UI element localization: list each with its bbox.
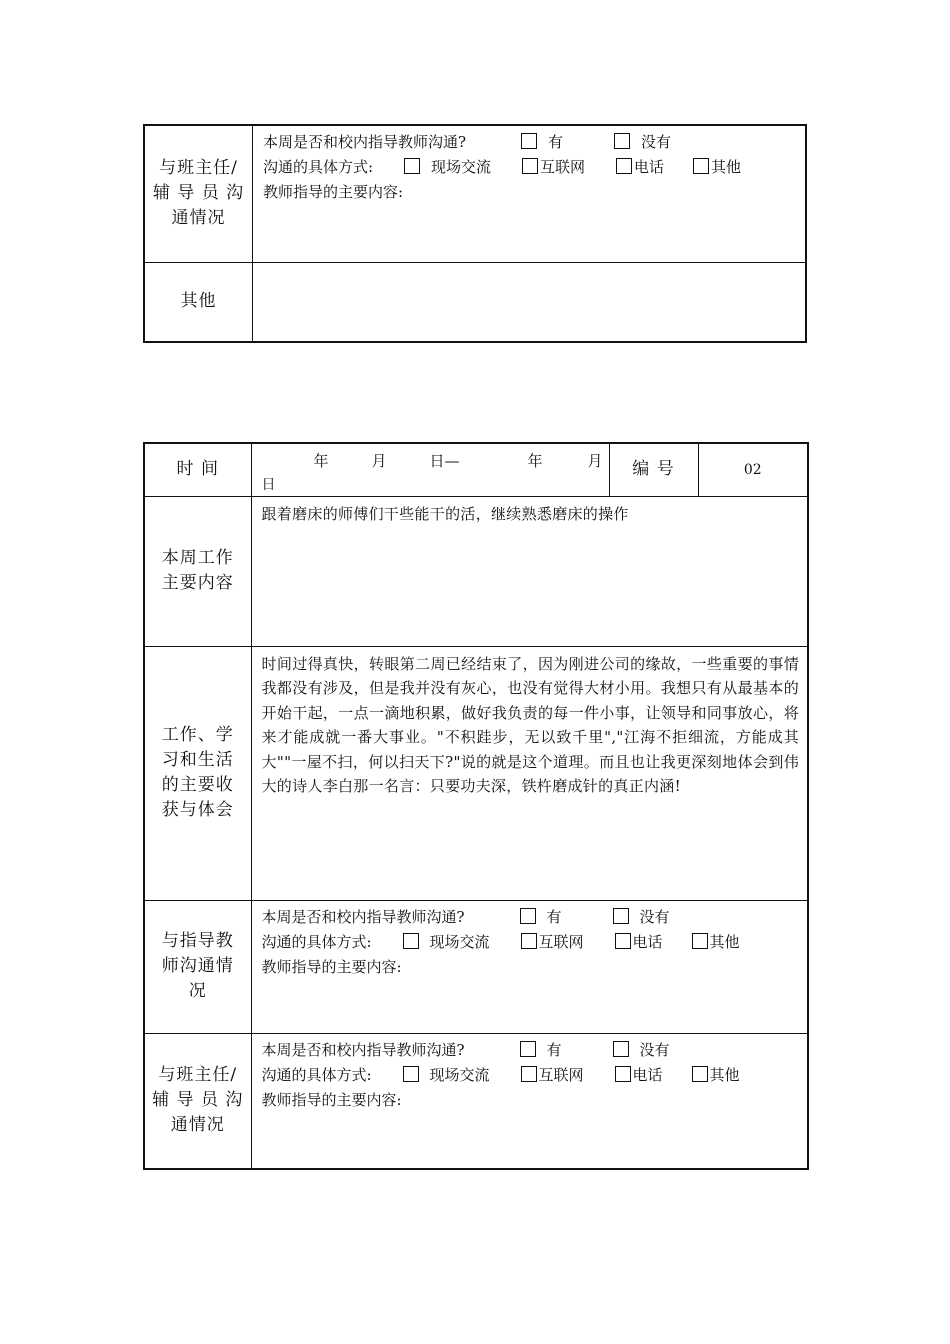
label-line: 况 — [188, 981, 207, 1001]
method-row — [263, 155, 797, 180]
banzhuren-content — [253, 125, 807, 262]
label-line: 与班主任/ — [159, 158, 238, 179]
guidance-row — [262, 1088, 800, 1113]
other-method-label: 其他 — [711, 158, 742, 176]
internet-checkbox[interactable] — [521, 1066, 537, 1082]
teacher-content — [251, 900, 808, 1033]
gain-content[interactable] — [251, 646, 808, 900]
label-line: 其他 — [180, 291, 217, 312]
date-token: 月 — [587, 452, 603, 470]
phone-label: 电话 — [632, 1065, 663, 1084]
internet-label: 互联网 — [540, 158, 586, 176]
method-label: 沟通的具体方式: — [263, 158, 374, 176]
work-text: 跟着磨床的师傅们干些能干的活，继续熟悉磨床的操作 — [261, 504, 629, 523]
phone-checkbox[interactable] — [616, 158, 632, 174]
guidance-content-label: 教师指导的主要内容: — [261, 1090, 402, 1109]
top-table — [143, 124, 807, 343]
label-line: 的主要收 — [161, 775, 234, 795]
communicate-question: 本周是否和校内指导教师沟通? — [261, 1040, 465, 1059]
gain-text: 时间过得真快，转眼第二周已经结束了，因为刚进公司的缘故，一些重要的事情我都没有涉及，但是我并没有灰心，也没有觉得大材小用。我想只有从最基本的开始干起，一点一滴地积累，做好我负责的每一件小事，让领导和同事放心，将来才能成就一番大事业。"不积跬步，无以致千里","江海不拒细流，方能成其大""一屋不扫，何以扫天下?"说的就是这个道理。而且也让我更深刻地体会到伟大的诗人李白那一名言：只要功夫深，铁杵磨成针的真正内涵! — [261, 654, 799, 795]
communicate-question-row — [263, 130, 797, 155]
guidance-content-label: 教师指导的主要内容: — [263, 183, 404, 201]
guidance-row — [262, 955, 800, 980]
yes-label: 有 — [546, 1040, 562, 1059]
teacher-label — [144, 900, 251, 1033]
week-table — [143, 442, 809, 1170]
label-line: 辅 导 员 沟 — [152, 1090, 244, 1111]
label-line: 辅 导 员 沟 — [152, 183, 245, 204]
label-line: 本周工作 — [161, 548, 234, 568]
work-label — [144, 496, 251, 646]
label-line: 与指导教 — [161, 931, 234, 951]
label-line: 通情况 — [170, 1115, 225, 1136]
method-row — [262, 930, 800, 955]
label-line: 主要内容 — [161, 573, 234, 593]
date-token: 日 — [261, 477, 276, 493]
communicate-question: 本周是否和校内指导教师沟通? — [261, 907, 465, 926]
label-line: 工作、学 — [161, 725, 234, 745]
method-row — [262, 1063, 800, 1088]
no-label: 没有 — [639, 907, 670, 926]
phone-checkbox[interactable] — [615, 1066, 631, 1082]
onsite-label: 现场交流 — [429, 932, 490, 951]
onsite-label: 现场交流 — [431, 158, 492, 176]
other-checkbox[interactable] — [692, 933, 708, 949]
date-token: 年 — [527, 452, 543, 470]
other-method-label: 其他 — [709, 1065, 740, 1084]
onsite-checkbox[interactable] — [403, 1066, 419, 1082]
yes-checkbox[interactable] — [520, 908, 536, 924]
guidance-content-label: 教师指导的主要内容: — [261, 957, 402, 976]
work-content[interactable] — [251, 496, 808, 646]
yes-checkbox[interactable] — [520, 1041, 536, 1057]
label-line: 时 间 — [176, 459, 219, 480]
label-line: 与班主任/ — [158, 1065, 238, 1086]
date-token: 年 — [313, 452, 329, 470]
number-label — [609, 443, 698, 496]
no-checkbox[interactable] — [613, 1041, 629, 1057]
label-line: 师沟通情 — [161, 956, 234, 976]
other-checkbox[interactable] — [692, 1066, 708, 1082]
phone-checkbox[interactable] — [615, 933, 631, 949]
internet-checkbox[interactable] — [521, 933, 537, 949]
method-label: 沟通的具体方式: — [261, 932, 372, 951]
internet-label: 互联网 — [538, 932, 584, 951]
other-method-label: 其他 — [709, 932, 740, 951]
no-label: 没有 — [639, 1040, 670, 1059]
other-content[interactable] — [253, 262, 807, 342]
gain-label — [144, 646, 251, 900]
phone-label: 电话 — [632, 932, 663, 951]
label-line: 获与体会 — [161, 800, 234, 820]
label-line: 通情况 — [171, 208, 226, 229]
onsite-checkbox[interactable] — [404, 158, 420, 174]
internet-label: 互联网 — [538, 1065, 584, 1084]
no-label: 没有 — [641, 133, 672, 151]
date-token: 日— — [429, 452, 460, 470]
guidance-row — [263, 180, 797, 205]
yes-checkbox[interactable] — [521, 133, 537, 149]
banzhuren-label — [144, 1033, 251, 1169]
communicate-question: 本周是否和校内指导教师沟通? — [263, 133, 467, 151]
phone-label: 电话 — [634, 158, 665, 176]
date-range[interactable] — [251, 443, 609, 496]
no-checkbox[interactable] — [614, 133, 630, 149]
number-text: 02 — [743, 461, 762, 478]
label-line: 编 号 — [632, 459, 675, 480]
no-checkbox[interactable] — [613, 908, 629, 924]
banzhuren-content — [251, 1033, 808, 1169]
communicate-question-row — [262, 1038, 800, 1063]
number-value[interactable] — [698, 443, 808, 496]
label-line: 习和生活 — [161, 750, 234, 770]
onsite-label: 现场交流 — [429, 1065, 490, 1084]
onsite-checkbox[interactable] — [403, 933, 419, 949]
time-label — [144, 443, 251, 496]
communicate-question-row — [262, 905, 800, 930]
yes-label: 有 — [546, 907, 562, 926]
method-label: 沟通的具体方式: — [261, 1065, 372, 1084]
date-token: 月 — [371, 452, 387, 470]
other-label — [144, 262, 253, 342]
other-checkbox[interactable] — [693, 158, 709, 174]
banzhuren-label — [144, 125, 253, 262]
yes-label: 有 — [548, 133, 564, 151]
internet-checkbox[interactable] — [522, 158, 538, 174]
